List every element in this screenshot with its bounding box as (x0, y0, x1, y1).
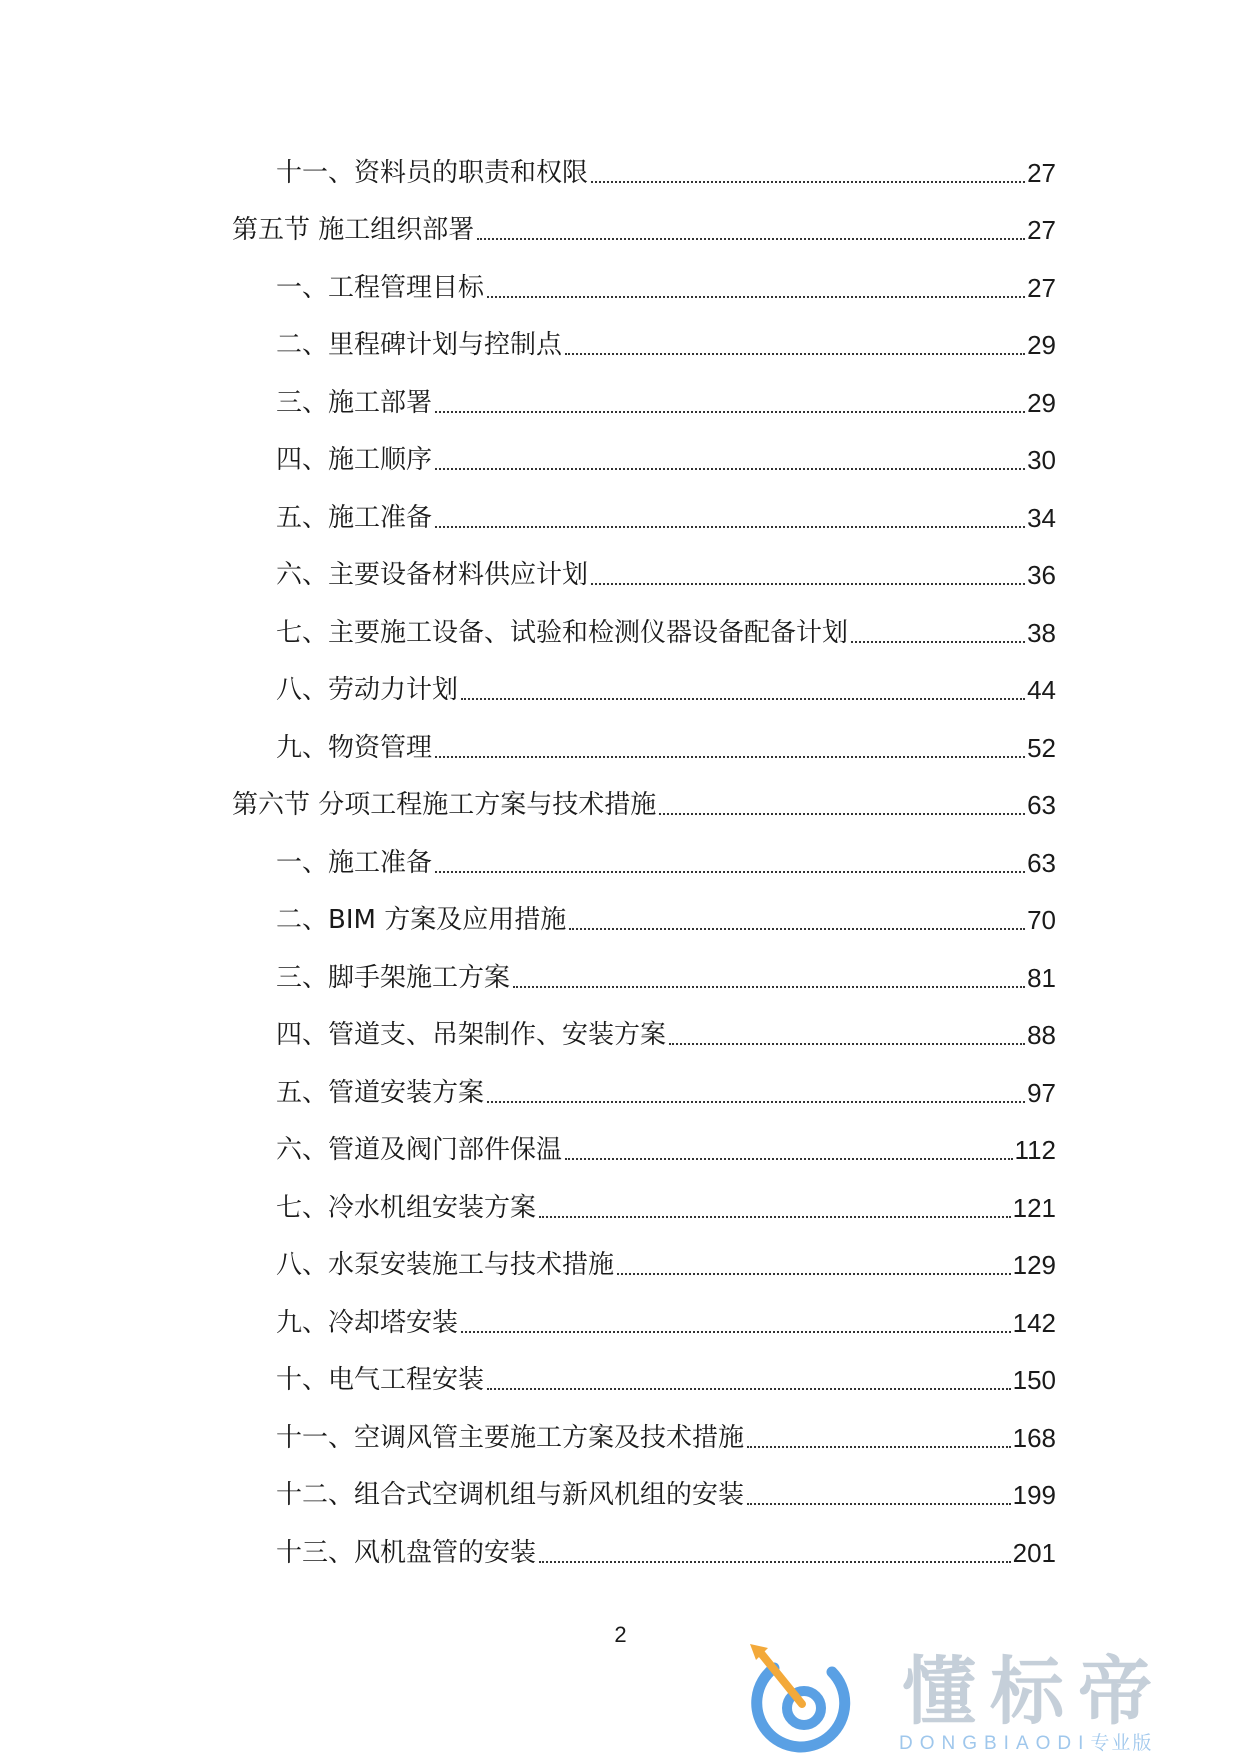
toc-entry-page: 112 (1014, 1135, 1056, 1165)
toc-entry[interactable] (276, 1070, 1056, 1110)
toc-entry-title: 二、BIM 方案及应用措施 (276, 905, 567, 935)
toc-dot-leader (461, 698, 1025, 700)
toc-entry-title: 一、工程管理目标 (276, 273, 485, 303)
toc-dot-leader (617, 1273, 1011, 1275)
toc-entry-page: 201 (1012, 1538, 1056, 1568)
toc-entry-page: 150 (1012, 1365, 1056, 1395)
toc-entry-title: 五、施工准备 (276, 503, 433, 533)
toc-entry-title: 十一、资料员的职责和权限 (276, 158, 589, 188)
toc-entry-page: 121 (1012, 1193, 1056, 1223)
toc-dot-leader (435, 468, 1025, 470)
toc-entry-page: 199 (1012, 1480, 1056, 1510)
toc-entry[interactable] (276, 380, 1056, 420)
toc-dot-leader (461, 1331, 1011, 1333)
toc-dot-leader (539, 1216, 1011, 1218)
toc-dot-leader (435, 411, 1025, 413)
toc-entry[interactable] (276, 1185, 1056, 1225)
toc-entry-title: 三、施工部署 (276, 388, 433, 418)
toc-entry-title: 第五节 施工组织部署 (232, 215, 475, 245)
toc-entry[interactable] (276, 1357, 1056, 1397)
toc-entry[interactable] (276, 1242, 1056, 1282)
toc-dot-leader (435, 756, 1025, 758)
toc-entry-title: 十、电气工程安装 (276, 1365, 485, 1395)
toc-dot-leader (659, 813, 1025, 815)
toc-dot-leader (565, 353, 1025, 355)
toc-entry-title: 十三、风机盘管的安装 (276, 1538, 537, 1568)
toc-entry-page: 44 (1027, 675, 1056, 705)
toc-entry[interactable] (276, 495, 1056, 535)
toc-entry-page: 129 (1012, 1250, 1056, 1280)
toc-entry-page: 27 (1027, 158, 1056, 188)
toc-entry[interactable] (276, 840, 1056, 880)
watermark-subtitle (899, 1732, 1153, 1755)
toc-dot-leader (435, 526, 1025, 528)
toc-entry-page: 63 (1027, 848, 1056, 878)
toc-dot-leader (477, 238, 1025, 240)
toc-entry[interactable] (276, 955, 1056, 995)
watermark-romanized: DONGBIAODI (899, 1733, 1091, 1754)
toc-dot-leader (513, 986, 1025, 988)
toc-entry-page: 27 (1027, 215, 1056, 245)
toc-entry-title: 八、水泵安装施工与技术措施 (276, 1250, 615, 1280)
toc-entry[interactable] (276, 265, 1056, 305)
toc-entry[interactable] (276, 1300, 1056, 1340)
toc-dot-leader (591, 583, 1025, 585)
toc-entry-title: 一、施工准备 (276, 848, 433, 878)
toc-dot-leader (747, 1503, 1011, 1505)
toc-entry[interactable] (276, 150, 1056, 190)
toc-entry[interactable] (232, 782, 1056, 822)
watermark-edition: 专业版 (1090, 1732, 1154, 1754)
toc-entry[interactable] (232, 207, 1056, 247)
toc-entry[interactable] (276, 1472, 1056, 1512)
toc-entry-title: 四、施工顺序 (276, 445, 433, 475)
toc-entry[interactable] (276, 725, 1056, 765)
watermark-brand: 懂标帝 (902, 1649, 1166, 1735)
toc-entry[interactable] (276, 610, 1056, 650)
watermark (744, 1644, 1241, 1754)
toc-entry-page: 142 (1012, 1308, 1056, 1338)
toc-entry-page: 29 (1027, 330, 1056, 360)
target-logo-icon (744, 1644, 864, 1754)
toc-entry[interactable] (276, 322, 1056, 362)
toc-dot-leader (487, 296, 1025, 298)
toc-entry-page: 36 (1027, 560, 1056, 590)
toc-entry-title: 七、主要施工设备、试验和检测仪器设备配备计划 (276, 618, 849, 648)
toc-entry[interactable] (276, 1012, 1056, 1052)
toc-entry-title: 第六节 分项工程施工方案与技术措施 (232, 790, 657, 820)
toc-dot-leader (565, 1158, 1013, 1160)
toc-entry[interactable] (276, 667, 1056, 707)
toc-entry-page: 97 (1027, 1078, 1056, 1108)
toc-entry[interactable] (276, 552, 1056, 592)
toc-entry[interactable] (276, 1530, 1056, 1570)
toc-dot-leader (669, 1043, 1025, 1045)
toc-entry-page: 88 (1027, 1020, 1056, 1050)
toc-entry-page: 52 (1027, 733, 1056, 763)
toc-entry-page: 38 (1027, 618, 1056, 648)
toc-entry-page: 168 (1012, 1423, 1056, 1453)
toc-dot-leader (487, 1101, 1025, 1103)
toc-entry-page: 34 (1027, 503, 1056, 533)
toc-entry-title: 十一、空调风管主要施工方案及技术措施 (276, 1423, 745, 1453)
toc-entry-title: 二、里程碑计划与控制点 (276, 330, 563, 360)
toc-entry-title: 六、管道及阀门部件保温 (276, 1135, 563, 1165)
toc-entry-page: 70 (1027, 905, 1056, 935)
toc-dot-leader (569, 928, 1025, 930)
toc-dot-leader (851, 641, 1025, 643)
toc-entry-page: 30 (1027, 445, 1056, 475)
toc-entry-title: 五、管道安装方案 (276, 1078, 485, 1108)
toc-entry-page: 27 (1027, 273, 1056, 303)
toc-entry[interactable] (276, 897, 1056, 937)
toc-dot-leader (539, 1561, 1011, 1563)
toc-entry[interactable] (276, 437, 1056, 477)
toc-entry-page: 63 (1027, 790, 1056, 820)
toc-entry-title: 八、劳动力计划 (276, 675, 459, 705)
toc-entry-title: 三、脚手架施工方案 (276, 963, 511, 993)
toc-entry-title: 九、冷却塔安装 (276, 1308, 459, 1338)
toc-entry-title: 七、冷水机组安装方案 (276, 1193, 537, 1223)
toc-entry-page: 81 (1027, 963, 1056, 993)
toc-entry-title: 六、主要设备材料供应计划 (276, 560, 589, 590)
page-number: 2 (614, 1622, 627, 1647)
toc-entry[interactable] (276, 1127, 1056, 1167)
toc-dot-leader (487, 1388, 1011, 1390)
toc-entry[interactable] (276, 1415, 1056, 1455)
toc-entry-title: 九、物资管理 (276, 733, 433, 763)
toc-entry-title: 四、管道支、吊架制作、安装方案 (276, 1020, 667, 1050)
toc-entry-title: 十二、组合式空调机组与新风机组的安装 (276, 1480, 745, 1510)
toc-dot-leader (435, 871, 1025, 873)
toc-dot-leader (747, 1446, 1011, 1448)
toc-dot-leader (591, 181, 1025, 183)
toc-entry-page: 29 (1027, 388, 1056, 418)
